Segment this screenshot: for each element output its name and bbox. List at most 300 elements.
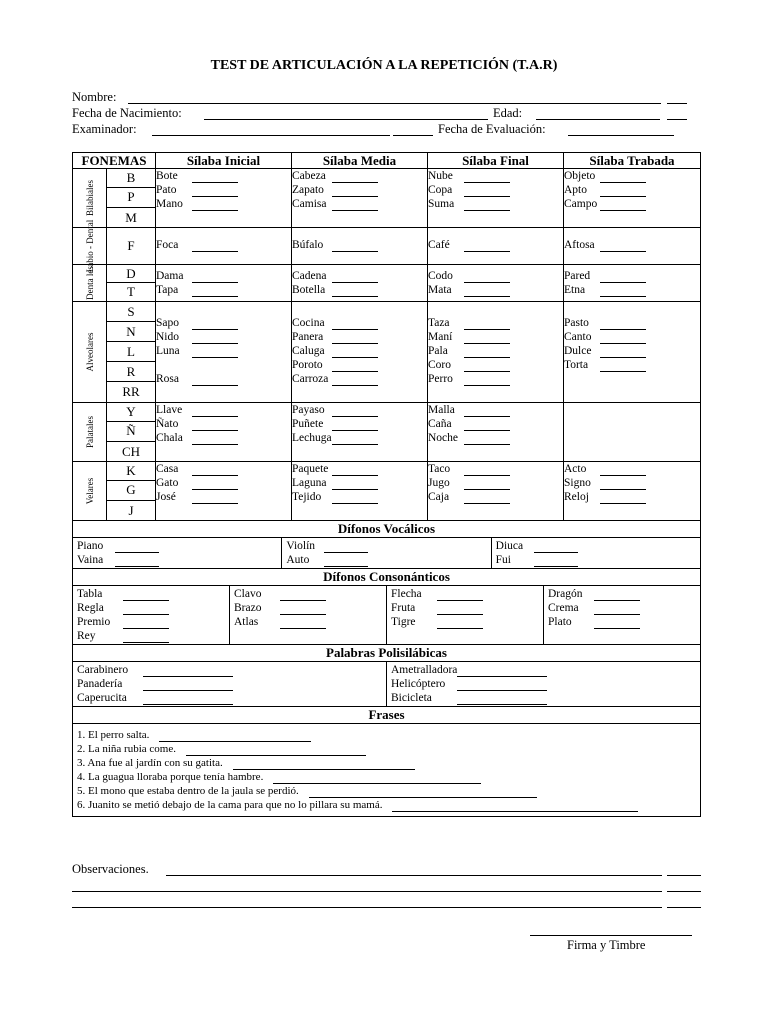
word-final-label: Malla [428,403,455,416]
word-media-label: Zapato [292,184,324,196]
observaciones-line-2-end [667,891,701,892]
word-inicial-answer[interactable] [192,464,238,476]
polisilabicas-word-answer[interactable] [143,665,233,677]
group-name: Denta les [84,266,95,300]
difonos_consonanticos-word-label: Brazo [234,601,262,614]
word-trabada [564,316,700,330]
word-media-label: Paquete [292,462,329,475]
word-final-answer[interactable] [464,318,510,330]
word-trabada-label: Reloj [564,490,589,503]
word-media-label: Caluga [292,344,325,357]
word-final-answer[interactable] [464,464,510,476]
difonos_consonanticos-word [234,587,386,601]
word-trabada-label: Pasto [564,316,589,329]
word-media-answer[interactable] [332,199,378,211]
word-blank [156,358,291,372]
difonos_consonanticos-word-label: Tigre [391,615,416,628]
word-media [292,330,427,344]
word-inicial-label: Rosa [156,372,179,385]
difonos_vocalicos-word-answer[interactable] [534,541,578,553]
word-trabada-answer[interactable] [600,171,646,183]
word-final-answer[interactable] [464,374,510,386]
word-trabada [564,344,700,358]
word-trabada [564,490,700,504]
frase-text: 3. Ana fue al jardín con su gatita. [77,756,223,769]
word-final-label: Perro [428,372,453,385]
polisilabicas-word-label: Panadería [77,677,123,690]
frase-answer[interactable] [233,758,415,770]
word-media [292,462,427,476]
word-media-answer[interactable] [332,285,378,297]
word-media-answer[interactable] [332,171,378,183]
word-inicial-answer[interactable] [192,433,238,445]
phoneme-letter: L [107,342,155,362]
nombre-label: Nombre: [72,90,117,104]
difonos_vocalicos-word [496,539,700,553]
word-final-label: Pala [428,344,448,357]
polisilabicas-title: Palabras Polisilábicas [73,644,701,661]
difonos_consonanticos-word-label: Premio [77,615,111,628]
difonos_consonanticos-word-label: Dragón [548,587,583,600]
word-inicial-label: Nido [156,330,179,343]
word-media-label: Carroza [292,372,329,385]
difonos_consonanticos-word-label: Rey [77,629,96,642]
observaciones-line-2[interactable] [72,891,662,892]
word-media-label: Laguna [292,476,327,489]
polisilabicas-word [77,677,386,691]
group-row [73,227,701,264]
frase-row [73,756,700,770]
observaciones-line-1[interactable] [166,875,662,876]
word-inicial-answer[interactable] [192,405,238,417]
col-silaba-final: Sílaba Final [428,153,564,169]
difonos_consonanticos-word-answer[interactable] [594,589,640,601]
word-trabada [564,183,700,197]
polisilabicas-col [73,662,387,706]
phoneme-letter: B [107,169,155,188]
difonos_consonanticos-col [544,586,700,644]
phoneme-letter-list [107,265,155,301]
word-media-label: Puñete [292,417,324,430]
group-name-cell [73,402,107,461]
difonos_vocalicos-word-answer[interactable] [324,541,368,553]
cell-inicial [156,402,292,461]
difonos_consonanticos-word-answer[interactable] [437,589,483,601]
word-final-answer[interactable] [464,240,510,252]
word-media-label: Payaso [292,403,325,416]
word-inicial [156,403,291,417]
difonos_vocalicos-word-answer[interactable] [534,555,578,567]
group-name: Alveolares [84,332,95,372]
word-inicial-answer[interactable] [192,240,238,252]
difonos_vocalicos-word [77,539,281,553]
word-inicial-answer[interactable] [192,419,238,431]
word-final-answer[interactable] [464,360,510,372]
cell-media [292,461,428,520]
word-trabada [564,283,700,297]
word-final [428,431,563,445]
frase-text: 6. Juanito se metió debajo de la cama para que no lo pillara su mamá. [77,798,383,811]
word-trabada-answer[interactable] [600,199,646,211]
word-trabada-answer[interactable] [600,285,646,297]
word-media-answer[interactable] [332,360,378,372]
word-inicial-label: Mano [156,198,183,210]
difonos_vocalicos-word [496,553,700,567]
word-media [292,476,427,490]
word-trabada [564,269,700,283]
difonos_consonanticos-word-answer[interactable] [123,617,169,629]
cell-final [428,169,564,228]
word-trabada-answer[interactable] [600,240,646,252]
word-final [428,197,563,211]
word-inicial-label: Luna [156,344,180,357]
group-row [73,169,701,228]
cell-inicial [156,461,292,520]
polisilabicas-word-answer[interactable] [143,693,233,705]
polisilabicas-word-answer[interactable] [457,679,547,691]
word-inicial-label: Dama [156,269,184,282]
word-final [428,183,563,197]
difonos_consonanticos-word [234,615,386,629]
word-final [428,269,563,283]
frase-answer[interactable] [273,772,481,784]
word-trabada-label: Aftosa [564,238,595,251]
word-media-answer[interactable] [332,240,378,252]
cell-media [292,169,428,228]
word-inicial-answer[interactable] [192,478,238,490]
difonos_consonanticos-word-answer[interactable] [123,589,169,601]
phoneme-letter: J [128,502,134,518]
word-inicial [156,316,291,330]
difonos_vocalicos-word-answer[interactable] [115,555,159,567]
group-name: Bilabiales [84,179,95,216]
word-media [292,183,427,197]
word-trabada-answer[interactable] [600,318,646,330]
word-trabada [564,197,700,211]
cell-final [428,402,564,461]
difonos_consonanticos-word [77,601,229,615]
nombre-field[interactable] [128,103,661,104]
word-final-answer[interactable] [464,332,510,344]
polisilabicas-word [77,691,386,705]
word-media [292,238,427,252]
word-media-label: Búfalo [292,238,324,251]
word-media-answer[interactable] [332,185,378,197]
polisilabicas-col [387,662,700,706]
cell-final [428,461,564,520]
page-title: TEST DE ARTICULACIÓN A LA REPETICIÓN (T.A.R) [210,58,558,73]
polisilabicas-word-answer[interactable] [143,679,233,691]
word-trabada-label: Pared [564,269,591,282]
word-final [428,316,563,330]
word-trabada-answer[interactable] [600,271,646,283]
difonos_consonanticos-word-answer[interactable] [280,589,326,601]
word-inicial-label: Gato [156,476,179,489]
word-inicial [156,490,291,504]
word-inicial [156,344,291,358]
word-media-answer[interactable] [332,433,378,445]
difonos_consonanticos-word-answer[interactable] [594,603,640,615]
observaciones-line-3[interactable] [72,907,662,908]
word-final-label: Noche [428,431,459,444]
word-media-answer[interactable] [332,271,378,283]
word-media-label: Cabeza [292,170,326,182]
col-silaba-media: Sílaba Media [292,153,428,169]
word-final [428,372,563,386]
word-inicial-label: Casa [156,462,179,475]
word-inicial-label: Pato [156,184,177,196]
difonos_consonanticos-word [391,587,543,601]
phoneme-letter: G [107,481,155,500]
frase-answer[interactable] [159,730,311,742]
difonos_consonanticos-word [548,587,700,601]
word-inicial-answer[interactable] [192,346,238,358]
word-final-answer[interactable] [464,185,510,197]
word-media-answer[interactable] [332,478,378,490]
phoneme-letters [107,301,156,402]
cell-trabada [564,227,701,264]
word-blank [564,431,700,445]
word-trabada-label: Etna [564,283,586,296]
word-final [428,417,563,431]
word-final-label: Suma [428,198,455,210]
group-name-cell [73,169,107,228]
difonos_vocalicos-word-answer[interactable] [115,541,159,553]
difonos_consonanticos-col [230,586,387,644]
word-trabada [564,462,700,476]
nombre-field-end [667,103,687,104]
word-final-answer[interactable] [464,271,510,283]
edad-field[interactable] [536,119,660,120]
word-final-answer[interactable] [464,171,510,183]
fecha-evaluacion-field[interactable] [568,135,674,136]
word-final-label: Taza [428,316,450,329]
word-inicial-answer[interactable] [192,374,238,386]
word-trabada [564,169,700,183]
word-media-answer[interactable] [332,318,378,330]
difonos_vocalicos-col [282,538,491,568]
difonos_consonanticos-word [77,615,229,629]
cell-inicial [156,169,292,228]
word-inicial [156,372,291,386]
difonos_consonanticos-word-label: Flecha [391,587,422,600]
word-media-label: Lechuga [292,431,332,444]
word-media-answer[interactable] [332,492,378,504]
word-trabada-answer[interactable] [600,332,646,344]
word-trabada-label: Campo [564,198,598,210]
word-final-label: Codo [428,269,453,282]
cell-media [292,264,428,301]
frase-text: 1. El perro salta. [77,728,150,741]
frase-answer[interactable] [309,786,537,798]
word-inicial-answer[interactable] [192,199,238,211]
word-inicial [156,238,291,252]
word-blank [564,417,700,431]
cell-inicial [156,301,292,402]
word-media [292,283,427,297]
word-media [292,169,427,183]
word-final-answer[interactable] [464,199,510,211]
phoneme-letter-list [107,228,155,264]
difonos_consonanticos-word [548,601,700,615]
phoneme-letter: S [107,302,155,322]
word-inicial [156,330,291,344]
cell-trabada [564,169,701,228]
word-final-answer[interactable] [464,346,510,358]
word-blank [564,372,700,386]
word-final [428,462,563,476]
word-final [428,330,563,344]
word-final-label: Copa [428,184,453,196]
difonos_vocalicos-col [73,538,282,568]
phoneme-letter: Ñ [107,422,155,441]
examinador-field[interactable] [152,135,390,136]
word-trabada-answer[interactable] [600,478,646,490]
cell-trabada [564,264,701,301]
word-final-answer[interactable] [464,492,510,504]
difonos_consonanticos-word-label: Crema [548,601,579,614]
difonos_consonanticos-word-answer[interactable] [123,603,169,615]
word-final [428,238,563,252]
word-inicial [156,183,291,197]
polisilabicas-word-label: Bicicleta [391,691,432,704]
difonos_consonanticos-word-answer[interactable] [594,617,640,629]
phoneme-letter: T [127,283,135,299]
word-trabada [564,238,700,252]
word-media-answer[interactable] [332,464,378,476]
word-trabada-answer[interactable] [600,464,646,476]
word-inicial-label: Foca [156,238,179,251]
difonos_consonanticos-word-answer[interactable] [437,617,483,629]
difonos_consonanticos-word-label: Regla [77,601,104,614]
group-name: Labio - Dental [84,219,95,273]
word-trabada-answer[interactable] [600,492,646,504]
phoneme-table [72,152,701,817]
word-media [292,403,427,417]
word-media-answer[interactable] [332,374,378,386]
polisilabicas-word-answer[interactable] [457,693,547,705]
word-final-answer[interactable] [464,478,510,490]
word-inicial-answer[interactable] [192,171,238,183]
word-trabada-answer[interactable] [600,185,646,197]
word-final [428,358,563,372]
word-inicial-answer[interactable] [192,492,238,504]
phoneme-letter: M [125,209,137,225]
word-inicial-answer[interactable] [192,271,238,283]
word-media-answer[interactable] [332,419,378,431]
firma-line[interactable] [530,935,692,936]
group-row [73,264,701,301]
frase-row [73,728,700,742]
difonos_consonanticos-word-label: Tabla [77,587,103,600]
word-media-label: Cocina [292,316,325,329]
difonos_vocalicos-word-answer[interactable] [324,555,368,567]
word-media-answer[interactable] [332,332,378,344]
word-inicial [156,269,291,283]
phoneme-letter-list [107,169,155,227]
word-trabada [564,330,700,344]
difonos_consonanticos-word-answer[interactable] [123,631,169,643]
word-trabada-label: Acto [564,462,587,475]
cell-final [428,264,564,301]
phoneme-letter-list [107,403,155,461]
fecha-nacimiento-field[interactable] [204,119,488,120]
group-row [73,402,701,461]
word-final-label: Mata [428,283,452,296]
difonos_consonanticos-word [77,587,229,601]
observaciones-line-1-end [667,875,701,876]
polisilabicas-word-answer[interactable] [457,665,547,677]
word-final [428,283,563,297]
firma-label: Firma y Timbre [567,938,646,952]
frase-answer[interactable] [392,800,638,812]
word-final-answer[interactable] [464,433,510,445]
polisilabicas-word [77,663,386,677]
difonos_vocalicos-word-label: Piano [77,539,104,552]
word-trabada-answer[interactable] [600,346,646,358]
cell-inicial [156,264,292,301]
cell-final [428,227,564,264]
difonos_consonanticos-word-answer[interactable] [437,603,483,615]
word-trabada [564,358,700,372]
polisilabicas-word-label: Helicóptero [391,677,446,690]
word-inicial-answer[interactable] [192,332,238,344]
word-final-answer[interactable] [464,405,510,417]
polisilabicas-word [391,677,700,691]
word-final-answer[interactable] [464,285,510,297]
word-media-answer[interactable] [332,405,378,417]
word-blank [564,403,700,417]
word-final-label: Caña [428,417,452,430]
word-trabada-label: Apto [564,184,587,196]
group-name-cell [73,301,107,402]
difonos_vocalicos-word-label: Auto [286,553,310,566]
difonos_consonanticos-word-label: Clavo [234,587,262,600]
difonos_consonanticos-word [391,615,543,629]
word-media-answer[interactable] [332,346,378,358]
word-trabada-label: Dulce [564,344,592,357]
group-name-cell [73,461,107,520]
word-media-label: Botella [292,283,326,296]
difonos_vocalicos-word [77,553,281,567]
difonos_consonanticos-word-answer[interactable] [280,603,326,615]
word-trabada-label: Objeto [564,170,596,182]
word-inicial-label: Sapo [156,316,179,329]
word-inicial-answer[interactable] [192,318,238,330]
word-final-answer[interactable] [464,419,510,431]
word-inicial-label: Chala [156,431,183,444]
word-trabada-answer[interactable] [600,360,646,372]
difonos_vocalicos-word [286,553,490,567]
group-row [73,301,701,402]
frase-row [73,742,700,756]
col-fonemas: FONEMAS [73,153,156,169]
difonos_vocalicos-word-label: Violín [286,539,316,552]
difonos_consonanticos-word-label: Plato [548,615,572,628]
word-inicial-answer[interactable] [192,285,238,297]
word-inicial-label: Ñato [156,417,179,430]
difonos_consonanticos-word-answer[interactable] [280,617,326,629]
word-inicial [156,431,291,445]
group-name: Palatales [84,415,95,448]
group-name-cell [73,219,107,273]
word-trabada [564,476,700,490]
word-inicial [156,283,291,297]
frase-answer[interactable] [186,744,366,756]
word-inicial-answer[interactable] [192,185,238,197]
difonos_consonanticos-word [548,615,700,629]
word-media [292,431,427,445]
